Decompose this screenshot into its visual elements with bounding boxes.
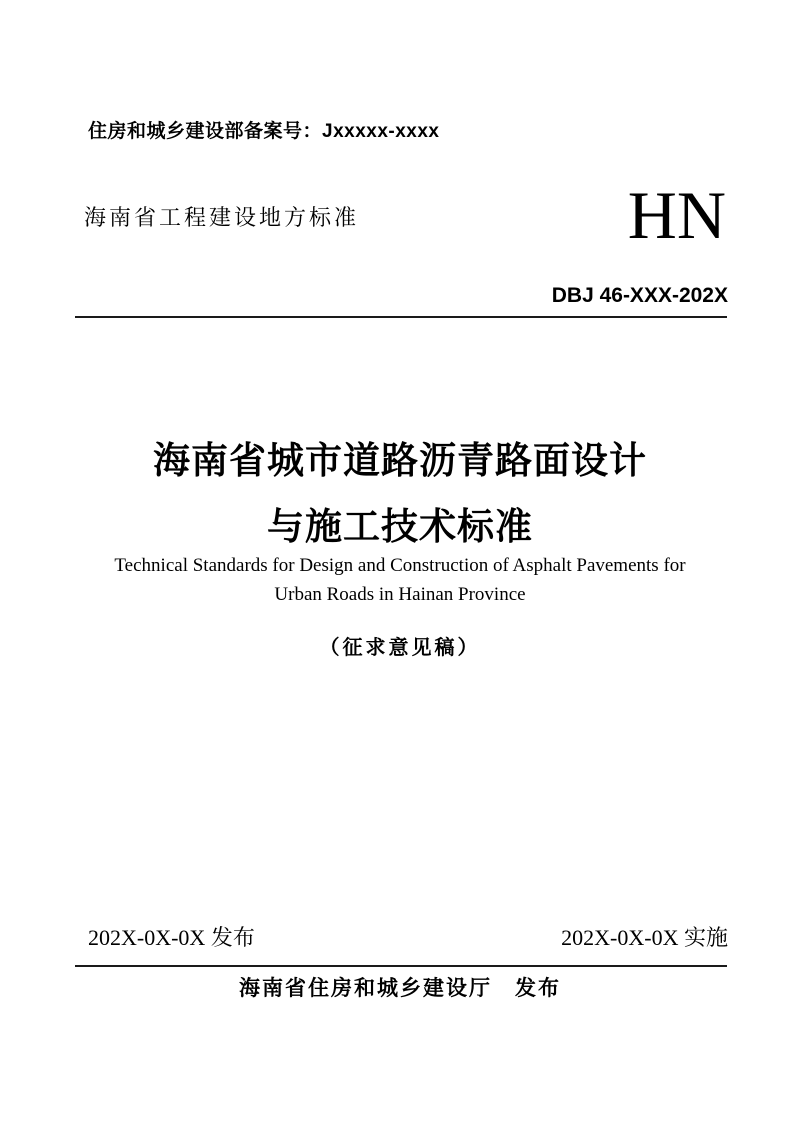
publisher-line: 海南省住房和城乡建设厅 发布 <box>239 976 561 1000</box>
draft-note: （征求意见稿） <box>319 637 481 659</box>
hn-logo: HN <box>627 177 726 253</box>
standard-category-label: 海南省工程建设地方标准 <box>84 205 360 230</box>
standard-number: DBJ 46-XXX-202X <box>551 284 728 307</box>
implement-date: 202X-0X-0X 实施 <box>561 925 728 950</box>
english-subtitle-line2: Urban Roads in Hainan Province <box>274 584 526 606</box>
issue-date: 202X-0X-0X 发布 <box>88 925 255 950</box>
english-subtitle <box>0 551 800 610</box>
document-title-line2: 与施工技术标准 <box>267 506 533 547</box>
english-subtitle-line1: Technical Standards for Design and Construction of Asphalt Pavements for <box>114 555 686 576</box>
footer-divider <box>75 965 727 967</box>
filing-number: 住房和城乡建设部备案号：Jxxxxx-xxxx <box>88 121 440 142</box>
document-title-line1: 海南省城市道路沥青路面设计 <box>153 440 647 481</box>
header-divider <box>75 316 727 318</box>
